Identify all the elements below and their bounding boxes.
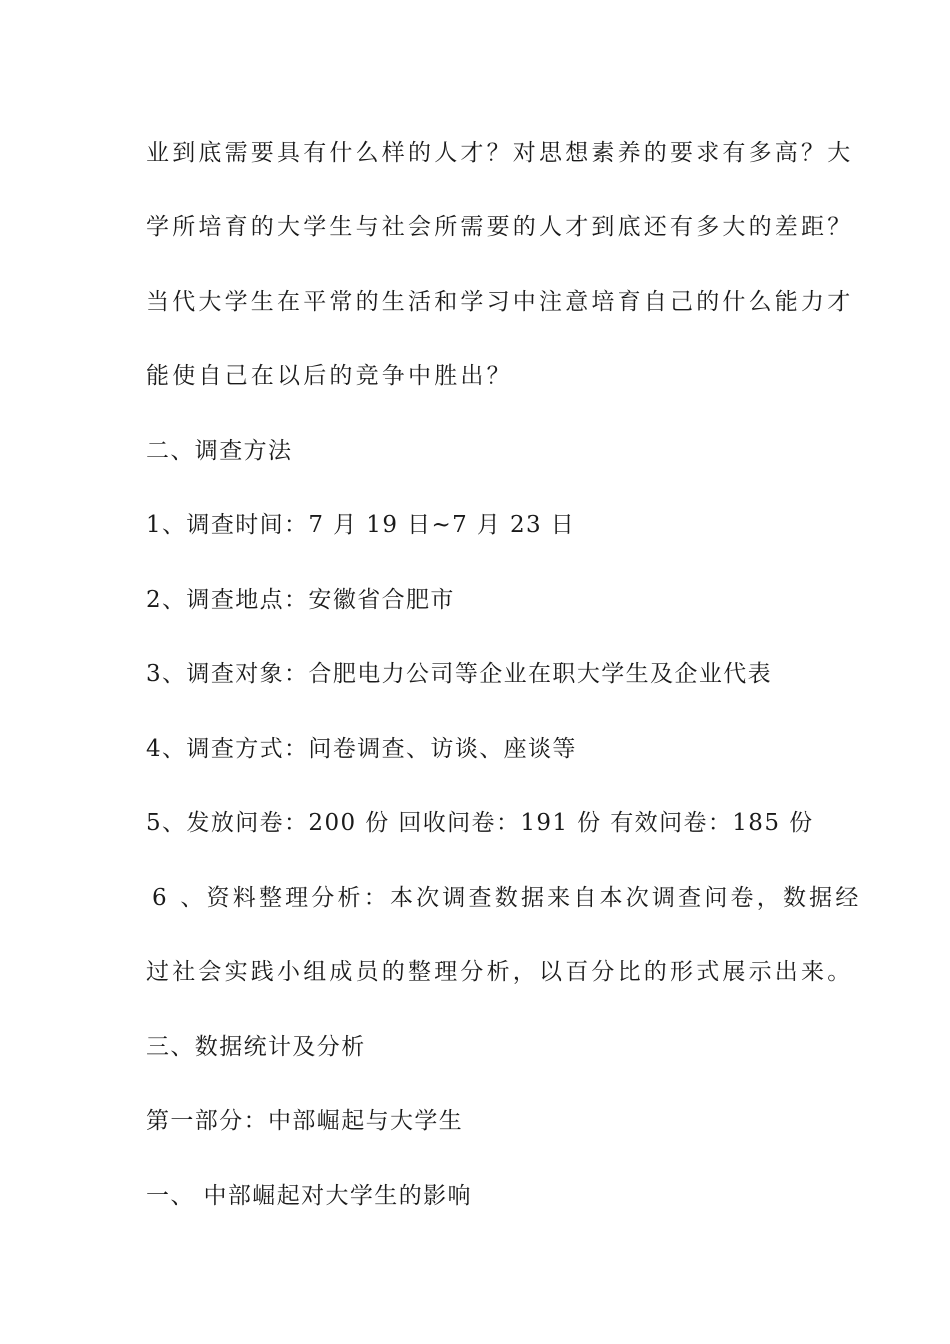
section-heading-statistics: 三、数据统计及分析 bbox=[146, 1034, 366, 1060]
section-heading-methods: 二、调查方法 bbox=[146, 438, 293, 464]
data-analysis-line-2: 过社会实践小组成员的整理分析，以百分比的形式展示出来。 bbox=[146, 959, 854, 985]
data-analysis-line-1: 6 、资料整理分析：本次调查数据来自本次调查问卷，数据经 bbox=[152, 885, 862, 911]
paragraph-line-3: 当代大学生在平常的生活和学习中注意培育自己的什么能力才 bbox=[146, 289, 854, 315]
survey-subjects: 3、调查对象：合肥电力公司等企业在职大学生及企业代表 bbox=[146, 661, 773, 687]
survey-approach: 4、调查方式：问卷调查、访谈、座谈等 bbox=[146, 736, 577, 762]
survey-location: 2、调查地点：安徽省合肥市 bbox=[146, 587, 455, 613]
part-one-heading: 第一部分：中部崛起与大学生 bbox=[146, 1108, 464, 1134]
paragraph-line-1: 业到底需要具有什么样的人才？对思想素养的要求有多高？大 bbox=[146, 140, 854, 166]
paragraph-line-4: 能使自己在以后的竞争中胜出？ bbox=[146, 363, 513, 389]
questionnaire-counts: 5、发放问卷：200 份 回收问卷：191 份 有效问卷：185 份 bbox=[146, 810, 814, 836]
survey-time: 1、调查时间：7 月 19 日~7 月 23 日 bbox=[146, 512, 576, 538]
paragraph-line-2: 学所培育的大学生与社会所需要的人才到底还有多大的差距？ bbox=[146, 214, 854, 240]
subsection-heading-impact: 一、 中部崛起对大学生的影响 bbox=[146, 1183, 472, 1209]
